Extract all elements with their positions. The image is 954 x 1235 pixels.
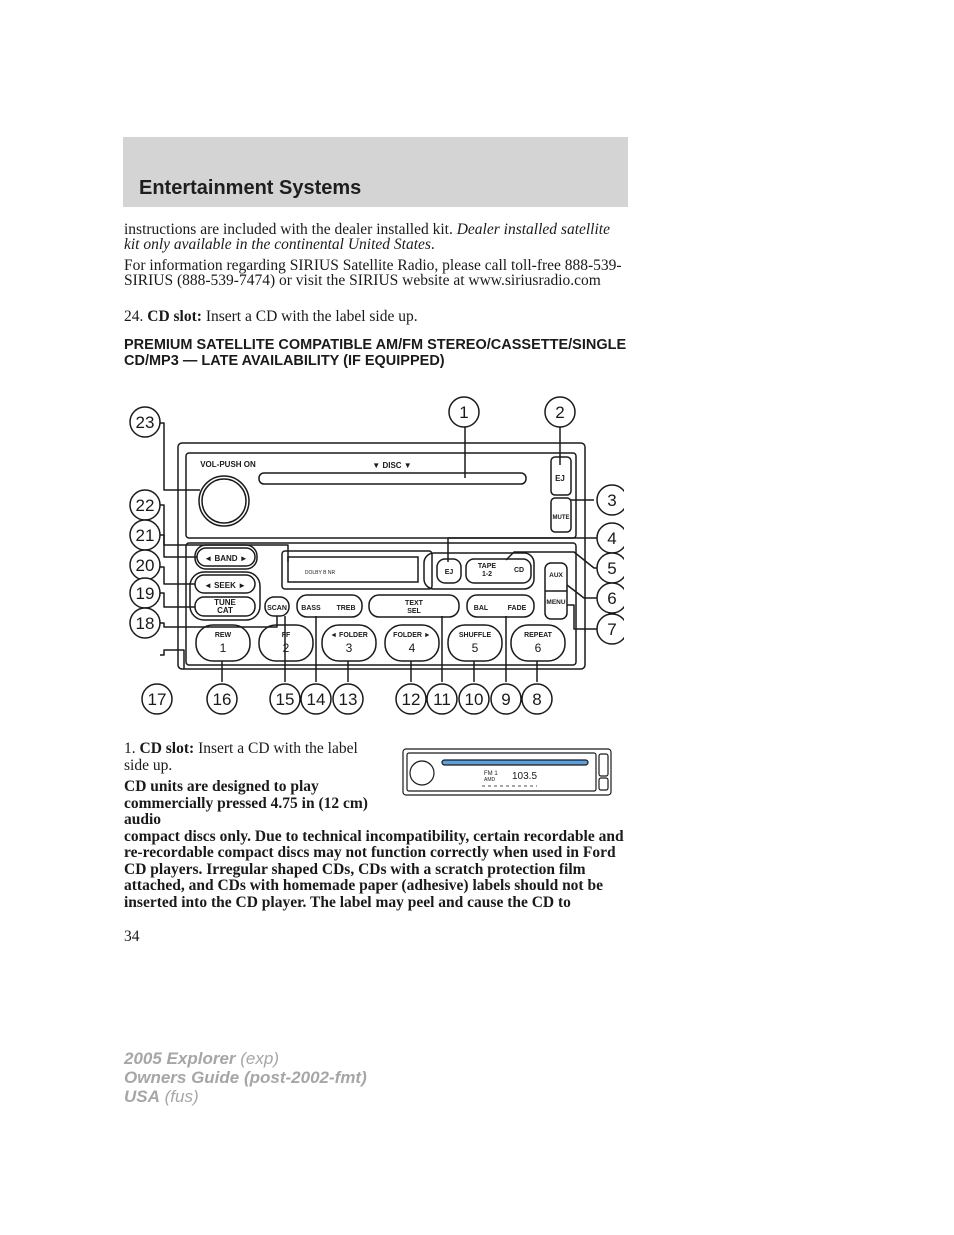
item-description: Insert a CD with the label side up. (124, 740, 358, 774)
label-vol-push-on: VOL-PUSH ON (200, 460, 256, 469)
callout-2: 2 (555, 403, 565, 422)
display-frequency: 103.5 (512, 771, 538, 782)
footer-line-3 (124, 1087, 367, 1106)
label-preset-3: 3 (345, 641, 353, 655)
label-ej-tape: EJ (444, 569, 454, 576)
label-preset-4: 4 (408, 641, 416, 655)
radio-section-heading: PREMIUM SATELLITE COMPATIBLE AM/FM STEREO/CASSETTE/SINGLE CD/MP3 — LATE AVAILABILITY (IF EQUIPPED) (124, 337, 627, 369)
paragraph-text: instructions are included with the dealer installed kit. (124, 221, 457, 238)
label-seek: ◄ SEEK ► (203, 581, 247, 590)
callout-10: 10 (464, 690, 484, 709)
callout-13: 13 (338, 690, 358, 709)
item-term: CD slot: (139, 740, 195, 757)
paragraph-end: . (430, 236, 435, 253)
label-tune: TUNE (214, 598, 236, 607)
label-sel: SEL (407, 608, 421, 615)
label-folder-up: FOLDER ► (393, 632, 431, 639)
item-term: CD slot: (147, 308, 202, 325)
callout-6: 6 (607, 589, 617, 608)
callout-3: 3 (607, 491, 617, 510)
document-footer (124, 1049, 367, 1106)
label-fade: FADE (507, 605, 527, 612)
footer-model-code: (exp) (240, 1049, 279, 1068)
label-preset-5: 5 (471, 641, 479, 655)
label-repeat: REPEAT (524, 632, 552, 639)
callout-17: 17 (147, 690, 167, 709)
callout-1: 1 (459, 403, 469, 422)
cd-warning-body: compact discs only. Due to technical incompatibility, certain recordable and re-recordable compact discs may not function correctly when used in Ford CD players. Irregular shaped CDs, CDs with a scratch protection film attached, and CDs with homemade paper (adhesive) labels should not be inserted into the CD player. The label may peel and cause the CD to (124, 827, 624, 911)
callout-4: 4 (607, 529, 617, 548)
section-title: Entertainment Systems (139, 177, 362, 199)
callout-9: 9 (501, 690, 511, 709)
label-text: TEXT (405, 600, 423, 607)
item-number: 1. (124, 740, 140, 757)
callout-16: 16 (212, 690, 232, 709)
item-number: 24. (124, 308, 148, 325)
callout-19: 19 (135, 584, 155, 603)
label-preset-2: 2 (282, 641, 290, 655)
callout-14: 14 (306, 690, 326, 709)
label-mute: MUTE (552, 515, 570, 521)
label-tape-1-2: 1-2 (481, 571, 493, 578)
footer-guide: Owners Guide (post-2002-fmt) (124, 1068, 367, 1087)
callout-11: 11 (433, 690, 451, 709)
callout-18: 18 (135, 614, 155, 633)
label-preset-1: 1 (219, 641, 227, 655)
label-bass: BASS (301, 605, 321, 612)
label-scan: SCAN (267, 605, 287, 612)
label-cat: CAT (217, 606, 233, 615)
callout-5: 5 (607, 559, 617, 578)
label-ff: FF (281, 632, 291, 639)
paragraph-italic-text: Dealer installed satellite kit only available in the continental United States (124, 221, 610, 253)
label-bal: BAL (473, 605, 489, 612)
footer-region-code: (fus) (164, 1087, 199, 1106)
callout-20: 20 (135, 556, 155, 575)
section-header (123, 137, 628, 207)
page-number: 34 (124, 928, 140, 945)
display-band: FM 1 (484, 771, 498, 777)
label-menu: MENU (546, 599, 566, 606)
paragraph-cd-slot-24 (124, 309, 629, 324)
label-cd: CD (513, 567, 525, 574)
callout-8: 8 (532, 690, 542, 709)
label-tape: TAPE (477, 563, 497, 570)
label-dolby: DOLBY B NR (304, 570, 336, 576)
callout-22: 22 (135, 496, 155, 515)
callout-12: 12 (401, 690, 421, 709)
label-treb: TREB (336, 605, 356, 612)
label-preset-6: 6 (534, 641, 542, 655)
cd-warning-intro: CD units are designed to play commercially pressed 4.75 in (12 cm) audio (124, 778, 368, 828)
label-shuffle: SHUFFLE (458, 632, 492, 639)
callout-15: 15 (275, 690, 295, 709)
label-rew: REW (214, 632, 232, 639)
footer-line-1 (124, 1049, 367, 1068)
paragraph-dealer-kit (124, 222, 629, 252)
callout-21: 21 (135, 526, 155, 545)
callout-23: 23 (135, 413, 155, 432)
footer-model: 2005 Explorer (124, 1049, 236, 1068)
label-folder-down: ◄ FOLDER (330, 632, 368, 639)
footer-region: USA (124, 1087, 160, 1106)
label-disc: ▼ DISC ▼ (372, 461, 412, 470)
radio-faceplate-diagram (124, 395, 624, 720)
item-cd-slot (124, 740, 364, 774)
display-sub: AMD (484, 777, 496, 783)
callout-7: 7 (607, 620, 617, 639)
cd-warning (124, 779, 629, 911)
footer-line-2 (124, 1068, 367, 1087)
label-aux: AUX (549, 572, 563, 579)
label-ej: EJ (555, 474, 565, 483)
paragraph-sirius-info: For information regarding SIRIUS Satellite Radio, please call toll-free 888-539-SIRIUS (888-539-7474) or visit the SIRIUS website at www.siriusradio.com (124, 257, 622, 289)
item-description: Insert a CD with the label side up. (201, 308, 418, 325)
label-band: ◄ BAND ► (204, 554, 248, 563)
